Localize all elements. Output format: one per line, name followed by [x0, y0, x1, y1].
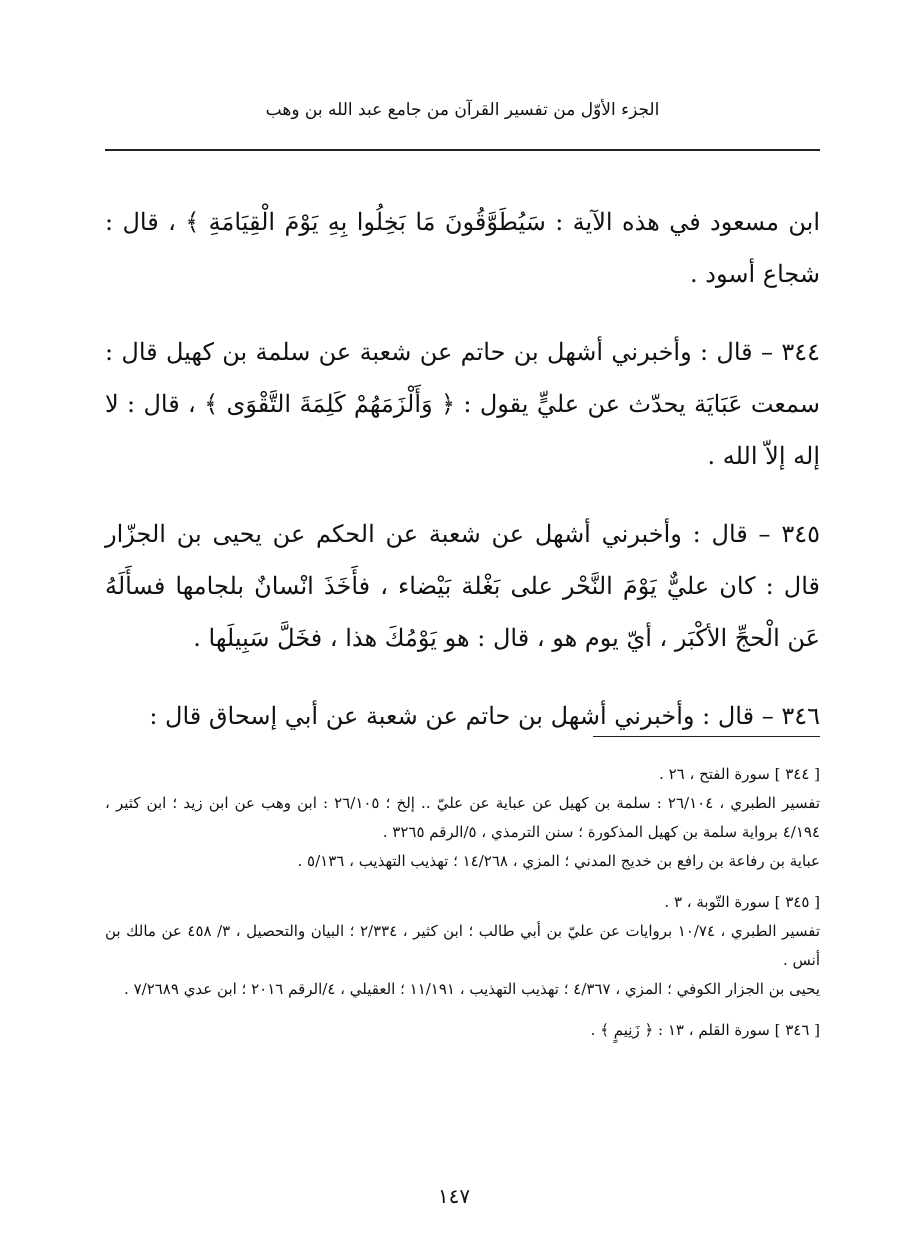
footnote-line: يحيى بن الجزار الكوفي ؛ المزي ، ٤/٣٦٧ ؛ تهذيب التهذيب ، ١١/١٩١ ؛ العقيلي ، ٤/الرقم ٢٠١٦ ؛ ابن عدي ٧/٢٦٨٩ . — [124, 980, 820, 998]
paragraph-344: ٣٤٤ – قال : وأخبرني أشهل بن حاتم عن شعبة عن سلمة بن كهيل قال : سمعت عَبَايَة يحدّث عن عليٍّ يقول : ﴿ وَأَلْزَمَهُمْ كَلِمَةَ التَّقْوَى ﴾ ، قال : لا إله إلاّ الله . — [105, 338, 820, 470]
footnote-line: [ ٣٤٤ ] سورة الفتح ، ٢٦ . — [659, 765, 820, 783]
paragraph-345: ٣٤٥ – قال : وأخبرني أشهل عن شعبة عن الحكم عن يحيى بن الجزّار قال : كان عليٌّ يَوْمَ النَّحْر على بَغْلة بَيْضاء ، فأَخَذَ انْسانٌ بلجامها فسأَلَهُ عَن الْحجِّ الأكْبَر ، أيّ يوم هو ، قال : هو يَوْمُكَ هذا ، فخَلَّ سَبِيلَها . — [105, 520, 820, 652]
main-text — [105, 196, 820, 742]
footnote-line: [ ٣٤٥ ] سورة التّوبة ، ٣ . — [664, 893, 820, 911]
footnote-line: عباية بن رفاعة بن رافع بن خديج المدني ؛ المزي ، ١٤/٢٦٨ ؛ تهذيب التهذيب ، ٥/١٣٦ . — [297, 852, 820, 870]
header-divider — [105, 149, 820, 151]
paragraph-343-continuation: ابن مسعود في هذه الآية : سَيُطَوَّقُونَ مَا بَخِلُوا بِهِ يَوْمَ الْقِيَامَةِ ﴾ ، قال : شجاع أسود . — [105, 208, 820, 288]
paragraph-346: ٣٤٦ – قال : وأخبرني أشهل بن حاتم عن شعبة عن أبي إسحاق قال : — [149, 702, 820, 730]
footnote-group-345 — [105, 888, 820, 1004]
footnote-line: [ ٣٤٦ ] سورة القلم ، ١٣ : ﴿ زَنِيمٍ ﴾ . — [590, 1021, 820, 1039]
footnote-line: تفسير الطبري ، ١٠/٧٤ بروايات عن عليّ بن أبي طالب ؛ ابن كثير ، ٢/٣٣٤ ؛ البيان والتحصيل ، ٣/ ٤٥٨ عن مالك بن أنس . — [105, 922, 820, 969]
page-number: ١٤٧ — [437, 1184, 471, 1208]
footnote-group-344 — [105, 760, 820, 876]
footnote-group-346 — [105, 1016, 820, 1045]
footnote-divider — [593, 736, 820, 737]
footnote-line: تفسير الطبري ، ٢٦/١٠٤ : سلمة بن كهيل عن عباية عن عليّ .. إلخ ؛ ٢٦/١٠٥ : ابن وهب عن ابن زيد ؛ ابن كثير ، ٤/١٩٤ برواية سلمة بن كهيل المذكورة ؛ سنن الترمذي ، ٥/الرقم ٣٢٦٥ . — [105, 794, 820, 841]
running-header: الجزء الأوّل من تفسير القرآن من جامع عبد الله بن وهب — [265, 100, 660, 120]
footnotes — [105, 760, 820, 1057]
